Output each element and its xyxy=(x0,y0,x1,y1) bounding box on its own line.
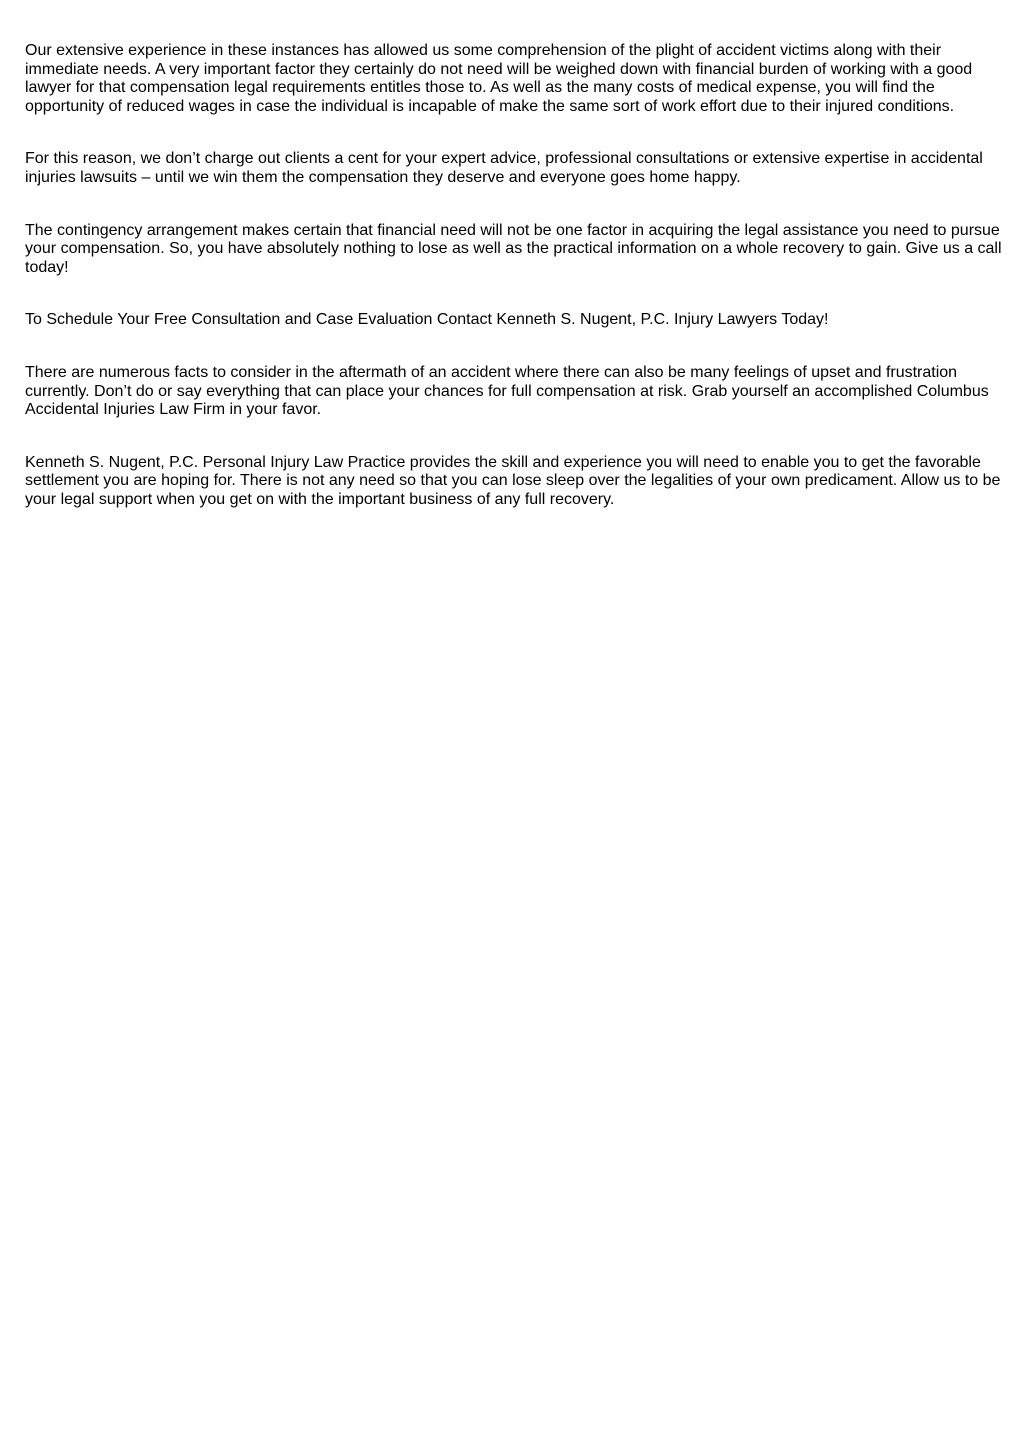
paragraph-schedule-consultation: To Schedule Your Free Consultation and Case Evaluation Contact Kenneth S. Nugent, P.C. Injury Lawyers Today! xyxy=(25,311,829,329)
paragraph-experience: Our extensive experience in these instances has allowed us some comprehension of the plight of accident victims along with their immediate needs. A very important factor they certainly do not need will be weighed down with financial burden of working with a good lawyer for that compensation legal requirements entitles those to. As well as the many costs of medical expense, you will find the opportunity of reduced wages in case the individual is incapable of make the same sort of work effort due to their injured conditions. xyxy=(25,42,973,115)
paragraph-no-fee: For this reason, we don’t charge out clients a cent for your expert advice, professional consultations or extensive expertise in accidental injuries lawsuits – until we win them the compensation they deserve and everyone goes home happy. xyxy=(25,150,983,186)
paragraph-law-practice: Kenneth S. Nugent, P.C. Personal Injury Law Practice provides the skill and experience you will need to enable you to get the favorable settlement you are hoping for. There is not any need so that you can lose sleep over the legalities of your own predicament. Allow us to be your legal support when you get on with the important business of any full recovery. xyxy=(25,453,1001,508)
paragraph-aftermath: There are numerous facts to consider in the aftermath of an accident where there can also be many feelings of upset and frustration currently. Don’t do or say everything that can place your chances for full compensation at risk. Grab yourself an accomplished Columbus Accidental Injuries Law Firm in your favor. xyxy=(25,363,989,419)
paragraph-contingency: The contingency arrangement makes certain that financial need will not be one factor in acquiring the legal assistance you need to pursue your compensation. So, you have absolutely nothing to lose as well as the practical information on a whole recovery to gain. Give us a call today! xyxy=(25,221,1002,276)
document-page xyxy=(25,42,1005,544)
